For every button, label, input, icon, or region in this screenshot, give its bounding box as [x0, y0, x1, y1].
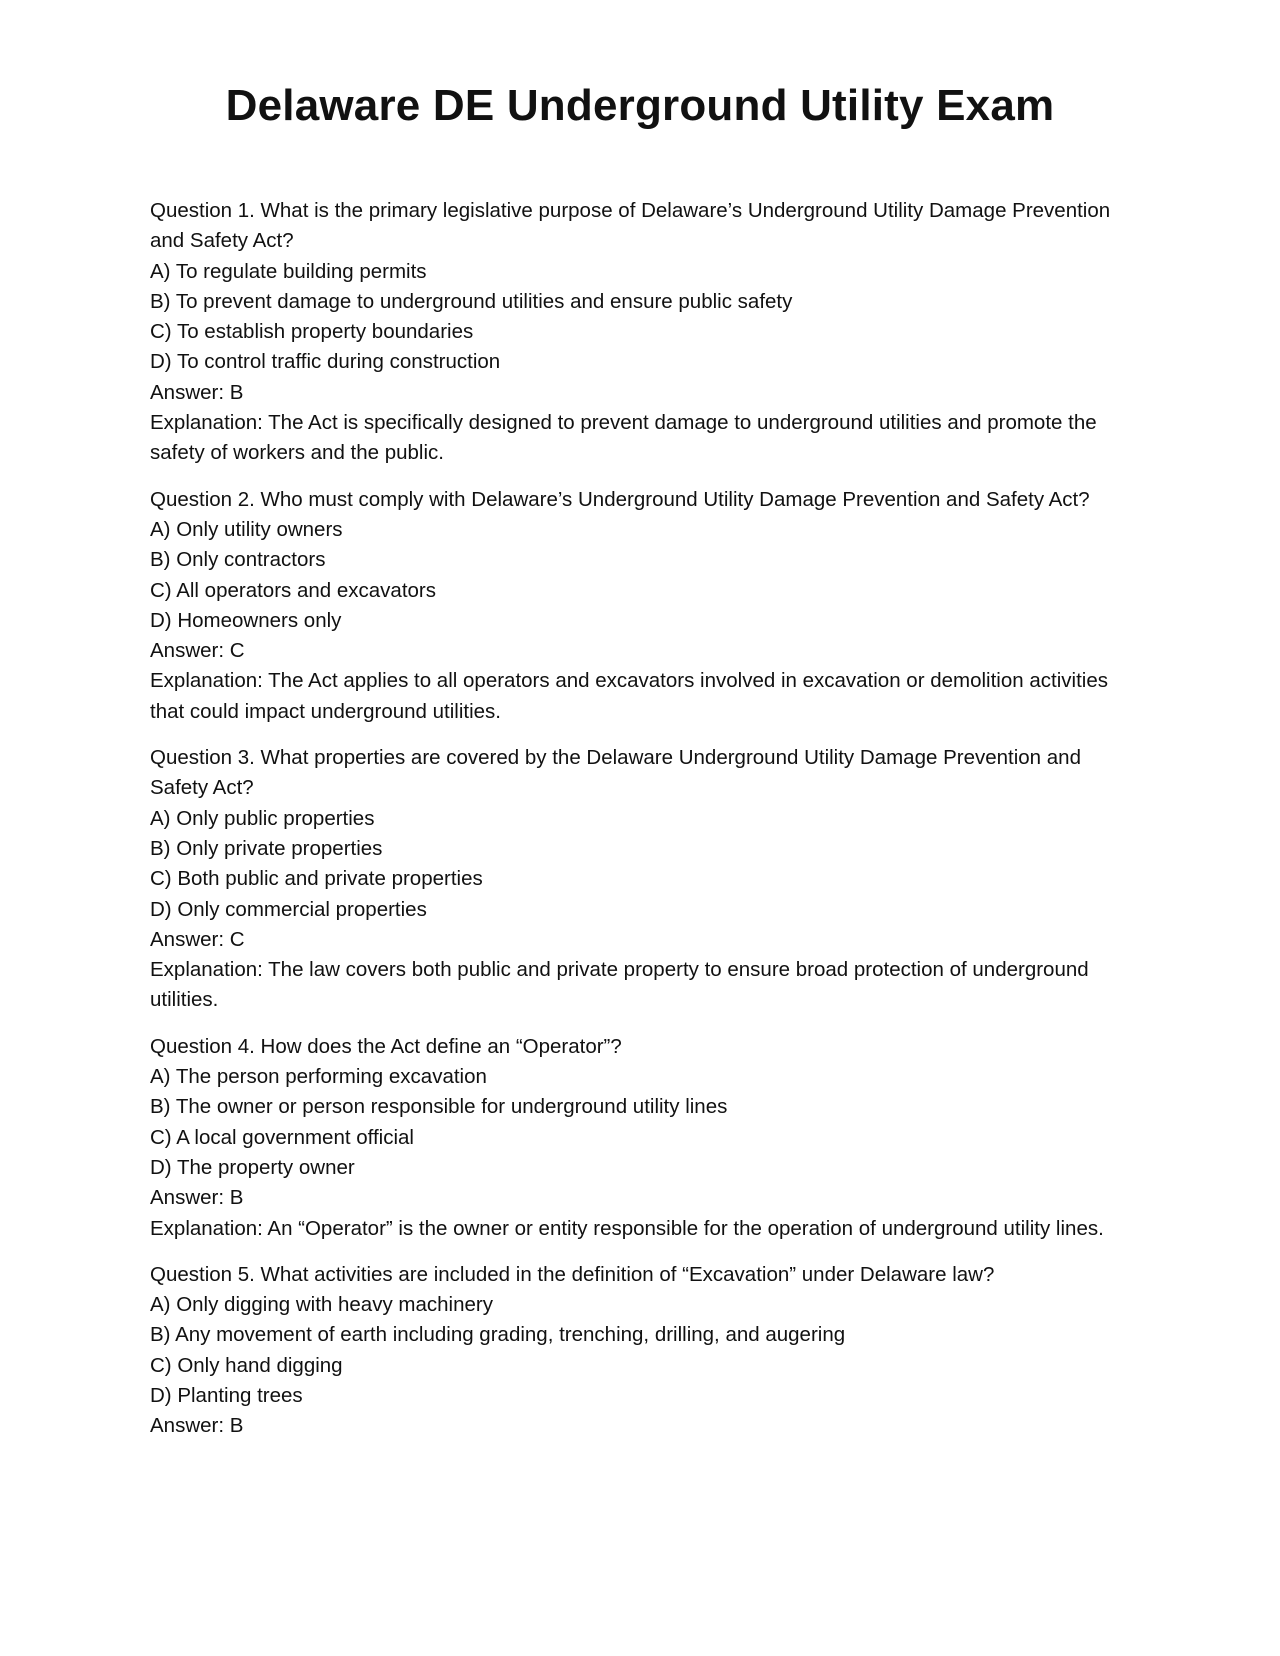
question-block-1	[150, 196, 1130, 469]
question-text: Question 3. What properties are covered by the Delaware Underground Utility Damage Prevention and Safety Act?	[150, 746, 1081, 800]
option-d: D) Homeowners only	[150, 608, 342, 632]
option-d: D) The property owner	[150, 1155, 355, 1179]
option-a: A) Only digging with heavy machinery	[150, 1293, 493, 1317]
explanation-text: Explanation: The law covers both public and private property to ensure broad protection of underground utilities.	[150, 958, 1089, 1012]
answer-text: Answer: C	[150, 927, 245, 951]
option-b: B) Any movement of earth including grading, trenching, drilling, and augering	[150, 1323, 846, 1347]
answer-text: Answer: B	[150, 380, 244, 404]
option-b: B) Only private properties	[150, 836, 383, 860]
option-d: D) Planting trees	[150, 1383, 303, 1407]
option-a: A) Only public properties	[150, 806, 375, 830]
question-text: Question 1. What is the primary legislative purpose of Delaware’s Underground Utility Damage Prevention and Safety Act?	[150, 199, 1111, 253]
option-b: B) Only contractors	[150, 548, 326, 572]
question-list	[150, 196, 1130, 1458]
answer-text: Answer: C	[150, 639, 245, 663]
question-text: Question 4. How does the Act define an “Operator”?	[150, 1034, 622, 1058]
option-c: C) Only hand digging	[150, 1353, 343, 1377]
option-c: C) Both public and private properties	[150, 867, 483, 891]
option-c: C) To establish property boundaries	[150, 320, 474, 344]
question-block-2	[150, 485, 1130, 727]
option-b: B) To prevent damage to underground utilities and ensure public safety	[150, 289, 793, 313]
explanation-text: Explanation: An “Operator” is the owner or entity responsible for the operation of underground utility lines.	[150, 1216, 1104, 1240]
option-a: A) The person performing excavation	[150, 1065, 487, 1089]
explanation-text: Explanation: The Act is specifically designed to prevent damage to underground utilities and promote the safety of workers and the public.	[150, 411, 1097, 465]
option-a: A) Only utility owners	[150, 517, 343, 541]
question-block-4	[150, 1032, 1130, 1244]
question-text: Question 5. What activities are included in the definition of “Excavation” under Delaware law?	[150, 1262, 995, 1286]
option-a: A) To regulate building permits	[150, 259, 427, 283]
answer-text: Answer: B	[150, 1186, 244, 1210]
document-title: Delaware DE Underground Utility Exam	[225, 81, 1055, 130]
option-c: C) All operators and excavators	[150, 578, 436, 602]
explanation-text: Explanation: The Act applies to all operators and excavators involved in excavation or demolition activities that could impact underground utilities.	[150, 669, 1108, 723]
answer-text: Answer: B	[150, 1414, 244, 1438]
option-c: C) A local government official	[150, 1125, 414, 1149]
question-text: Question 2. Who must comply with Delaware’s Underground Utility Damage Prevention and Safety Act?	[150, 487, 1090, 511]
question-block-5	[150, 1260, 1130, 1442]
option-d: D) Only commercial properties	[150, 897, 427, 921]
option-d: D) To control traffic during construction	[150, 350, 501, 374]
question-block-3	[150, 743, 1130, 1016]
option-b: B) The owner or person responsible for underground utility lines	[150, 1095, 728, 1119]
